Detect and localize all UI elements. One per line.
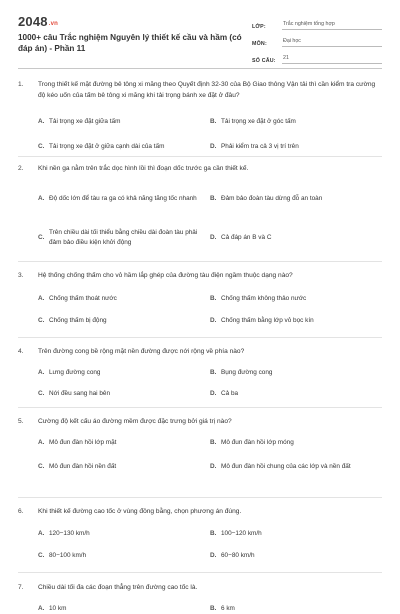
question-number: 2. [18,165,24,172]
question-number: 1. [18,81,24,88]
answer-text: Mô đun đàn hồi lớp mặt [49,438,117,446]
answer-option-b[interactable] [210,529,382,539]
answer-letter: B. [210,529,217,537]
answer-text: Mô đun đàn hồi lớp móng [221,438,294,446]
answer-letter: A. [38,294,45,302]
answer-text: Mô đun đàn hồi chung của các lớp và nền đất [221,462,351,470]
answer-option-b[interactable] [210,368,382,378]
answer-options [18,529,382,561]
answer-option-a[interactable] [38,529,210,539]
meta-label: SỐ CÂU: [252,58,276,64]
header-divider [18,68,382,69]
answer-text: Tải trọng xe đặt ở góc tấm [221,118,296,126]
logo-text: 2048 [18,14,48,29]
answer-letter: C. [38,551,45,559]
answer-text: Nới đều sang hai bên [49,389,111,397]
answer-option-c[interactable] [38,456,210,478]
question-stem [18,507,382,518]
answer-option-b[interactable] [210,183,382,215]
question-number: 6. [18,508,24,515]
answer-text: Cả đáp án B và C [221,233,272,241]
answer-letter: A. [38,438,45,446]
answer-letter: B. [210,194,217,202]
meta-label: MÔN: [252,41,267,47]
answer-option-a[interactable] [38,604,210,614]
answer-text: Chống thấm bằng lớp vỏ bọc kín [221,316,314,324]
answer-option-c[interactable] [38,316,210,326]
question-5 [18,408,382,498]
question-list [18,80,382,613]
answer-letter: A. [38,118,45,126]
question-stem [18,164,382,175]
answer-option-a[interactable] [38,183,210,215]
answer-letter: D. [210,316,217,324]
answer-option-c[interactable] [38,551,210,561]
answer-option-d[interactable] [210,140,382,155]
answer-text: Độ dốc lớn để tàu ra ga có khả năng tăng tốc nhanh [49,194,197,202]
answer-letter: D. [210,389,217,397]
answer-option-b[interactable] [210,604,382,614]
answer-letter: A. [38,529,45,537]
question-number: 3. [18,272,24,279]
answer-text: Tải trọng xe đặt ở giữa cạnh dài của tấm [49,143,165,151]
answer-text: 10 km [49,604,67,612]
question-text: Cường độ kết cấu áo đường mềm được đặc trưng bởi giá trị nào? [38,418,232,425]
question-7 [18,573,382,613]
question-stem [18,417,382,428]
answer-letter: B. [210,438,217,446]
question-number: 5. [18,418,24,425]
answer-text: 80−100 km/h [49,551,87,559]
answer-letter: B. [210,118,217,126]
answer-option-d[interactable] [210,218,382,258]
answer-letter: B. [210,604,217,612]
question-number: 7. [18,584,24,591]
answer-text: Chống thấm thoát nước [49,294,117,302]
answer-letter: B. [210,294,217,302]
answer-options [18,115,382,155]
meta-row-subject [252,32,382,47]
answer-letter: B. [210,368,217,376]
meta-row-class [252,15,382,30]
answer-option-a[interactable] [38,294,210,304]
answer-option-d[interactable] [210,456,382,478]
answer-letter: D. [210,551,217,559]
answer-options [18,604,382,614]
answer-text: Lưng đường cong [49,368,101,376]
answer-option-a[interactable] [38,115,210,130]
answer-letter: A. [38,194,45,202]
answer-text: Chống thấm không thảo nước [221,294,307,302]
answer-letter: D. [210,233,217,241]
logo-suffix: .vn [48,21,59,27]
meta-value: Trắc nghiệm tổng hợp [282,21,382,30]
answer-text: Trên chiều dài tối thiểu bằng chiều dài đoàn tàu phải đảm bảo điều kiện khởi động [49,228,198,246]
answer-text: 6 km [221,604,235,612]
answer-options [18,438,382,478]
question-1 [18,80,382,157]
answer-letter: D. [210,462,217,470]
question-text: Trên đường cong bề rộng mặt nền đường được nới rộng về phía nào? [38,348,245,355]
answer-option-b[interactable] [210,115,382,130]
answer-option-d[interactable] [210,551,382,561]
answer-option-c[interactable] [38,389,210,399]
answer-letter: D. [210,143,217,151]
question-text: Trong thiết kế mặt đường bê tông xi măng theo Quyết định 32-30 của Bộ Giao thông Vận tải thì cần kiểm tra cường độ kéo uốn của tấm bê tông xi măng khi tải trọng bánh xe đặt ở đâu? [38,81,376,99]
answer-text: Bụng đường cong [221,368,273,376]
answer-option-a[interactable] [38,438,210,448]
question-3 [18,262,382,338]
answer-text: Phải kiểm tra cả 3 vị trí trên [221,143,299,151]
meta-value: Đại học [282,38,382,47]
site-logo[interactable] [18,14,58,29]
answer-text: Mô đun đàn hồi nền đất [49,462,117,470]
answer-option-a[interactable] [38,368,210,378]
question-stem [18,271,382,282]
answer-option-b[interactable] [210,294,382,304]
answer-option-d[interactable] [210,389,382,399]
answer-options [18,368,382,399]
answer-text: 100−120 km/h [221,529,262,537]
document-meta [252,15,382,66]
question-text: Chiều dài tối đa các đoạn thẳng trên đường cao tốc là. [38,584,198,591]
answer-letter: C. [38,462,45,470]
question-6 [18,498,382,573]
answer-letter: C. [38,143,45,151]
answer-text: Chống thấm bị động [49,316,107,324]
question-text: Khi nền ga nằm trên trắc dọc hình lồi thì đoạn dốc trước ga cần thiết kế. [38,165,249,172]
question-2 [18,157,382,262]
answer-letter: C. [38,233,45,241]
answer-letter: C. [38,389,45,397]
answer-text: 60−80 km/h [221,551,255,559]
question-stem [18,80,382,102]
answer-options [18,294,382,326]
answer-letter: A. [38,368,45,376]
question-number: 4. [18,348,24,355]
document-title: 1000+ câu Trắc nghiệm Nguyên lý thiết kế cầu và hầm (có đáp án) - Phần 11 [18,33,242,53]
answer-option-b[interactable] [210,438,382,448]
answer-option-d[interactable] [210,316,382,326]
answer-options [18,183,382,258]
answer-option-c[interactable] [38,140,210,155]
question-stem [18,347,382,358]
answer-letter: C. [38,316,45,324]
answer-letter: A. [38,604,45,612]
meta-row-question-count [252,49,382,64]
answer-option-c[interactable] [38,218,210,258]
answer-text: Tải trọng xe đặt giữa tấm [49,118,121,126]
answer-text: Đảm bảo đoàn tàu dừng đỗ an toàn [221,194,323,202]
question-text: Khi thiết kế đường cao tốc ở vùng đồng bằng, chọn phương án đúng. [38,508,242,515]
question-text: Hệ thống chống thấm cho vỏ hầm lắp ghép của đường tàu điện ngầm thuộc dạng nào? [38,272,293,279]
question-4 [18,338,382,408]
answer-text: Cả ba [221,389,239,397]
meta-value: 21 [282,55,382,64]
question-stem [18,583,382,594]
answer-text: 120−130 km/h [49,529,90,537]
meta-label: LỚP: [252,24,266,30]
